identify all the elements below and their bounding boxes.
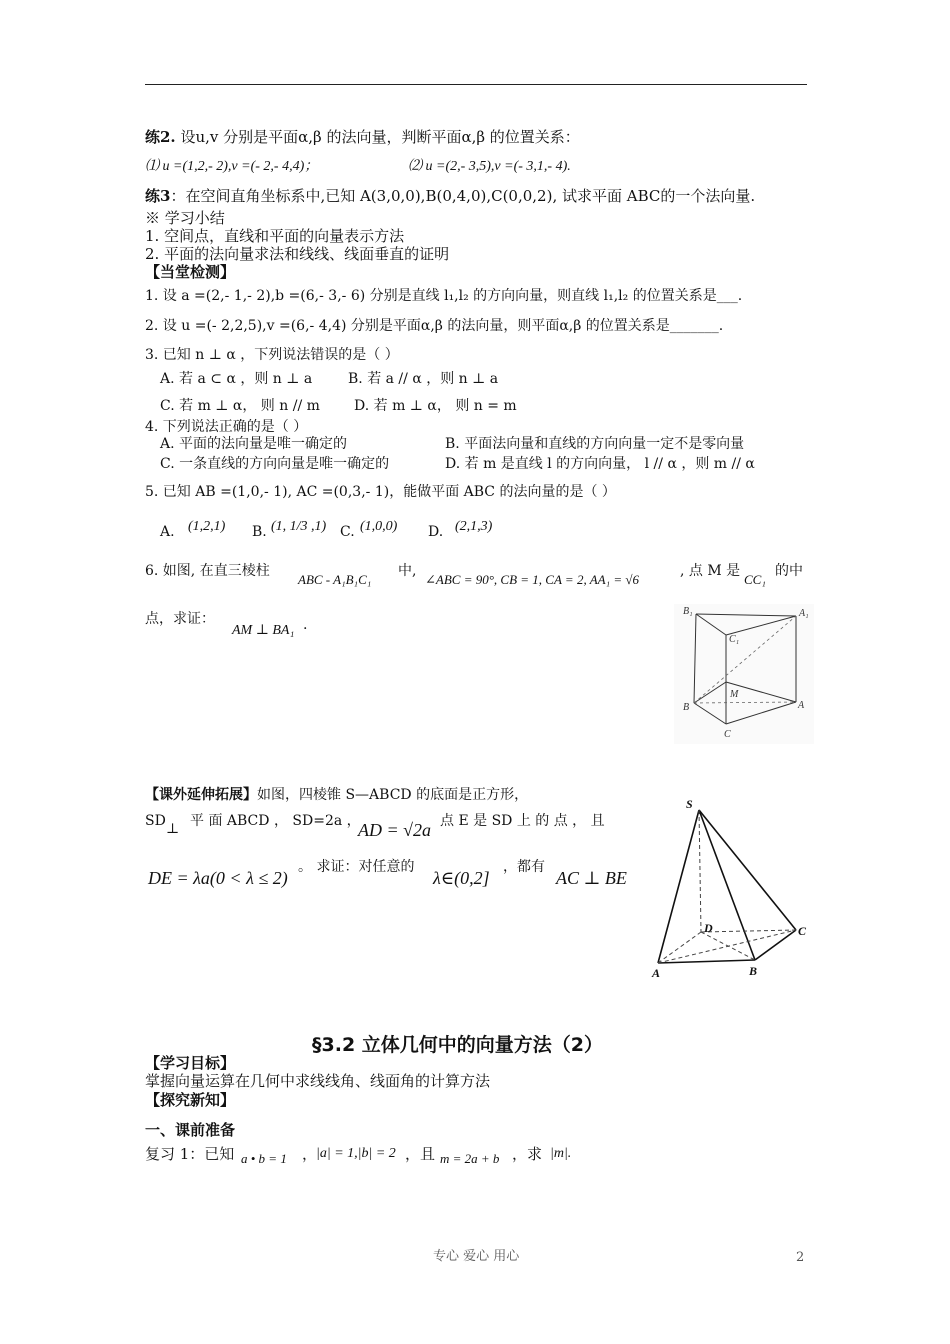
check-q2: 2. 设 u =(- 2,2,5),v =(6,- 4,4) 分别是平面α,β 的法向量，则平面α,β 的位置关系是_______.: [145, 318, 724, 334]
check-q5-option-b: (1, 1/3 ,1): [271, 519, 327, 534]
check-q4-option-d: D. 若 m 是直线 l 的方向向量， l // α ，则 m // α: [445, 456, 755, 472]
label-c: C: [724, 729, 731, 740]
label-b: B: [683, 702, 690, 713]
prep-title: 一、课前准备: [145, 1121, 236, 1139]
review-1-target: |m|.: [550, 1146, 572, 1161]
label-a1: A₁: [799, 608, 809, 619]
review-1-and: ，且: [405, 1145, 436, 1163]
label-m: M: [730, 689, 739, 700]
section-title: §3.2 立体几何中的向量方法（2）: [312, 1034, 603, 1056]
label-a: A: [798, 700, 805, 711]
edge-s-c: [699, 810, 796, 930]
check-q4: 4. 下列说法正确的是（ ）: [145, 419, 308, 435]
edge-s-a: [658, 810, 699, 963]
label-s: S: [686, 797, 693, 811]
extension-lambda-range: λ∈(0,2]: [433, 868, 490, 888]
check-q6-cc1: CC₁: [744, 572, 766, 587]
extension-text-1: 如图，四棱锥 S—ABCD 的底面是正方形，: [257, 787, 529, 803]
check-q5-option-b-label: B.: [252, 524, 267, 540]
hidden-edge-d-c: [701, 930, 796, 932]
label-c1: C₁: [729, 634, 740, 645]
check-q6-conditions: ∠ABC = 90°, CB = 1, CA = 2, AA₁ = √6: [425, 572, 640, 587]
review-1-prefix: 复习 1：已知: [145, 1145, 235, 1163]
exercise-2-text: 设u,v 分别是平面α,β 的法向量，判断平面α,β 的位置关系：: [180, 128, 580, 146]
extension-text-3: 点 E 是 SD 上 的 点 ， 且: [440, 813, 605, 829]
label-b: B: [749, 964, 758, 978]
label-b1: B₁: [683, 606, 693, 617]
header-rule: [145, 84, 807, 85]
summary-item-2: 2. 平面的法向量求法和线线、线面垂直的证明: [145, 245, 450, 263]
check-q4-option-c: C. 一条直线的方向向量是唯一确定的: [160, 456, 390, 472]
new-knowledge-title: 【探究新知】: [145, 1091, 236, 1109]
hidden-edge-s-d: [699, 810, 701, 932]
check-q5-option-d: (2,1,3): [455, 519, 493, 534]
check-q6-mid: 中,: [398, 563, 417, 579]
extension-ad-formula: AD = √2a: [358, 820, 432, 840]
check-q3-option-d: D. 若 m ⊥ α， 则 n = m: [354, 398, 517, 414]
review-1-m: m = 2a + b: [440, 1151, 500, 1166]
check-q4-option-b: B. 平面法向量和直线的方向向量一定不是零向量: [445, 436, 745, 452]
extension-line-1: [145, 786, 528, 804]
check-q5-option-a: (1,2,1): [188, 519, 226, 534]
extension-perp: ⊥: [166, 821, 180, 837]
label-a: A: [652, 966, 661, 980]
prism-figure: [674, 604, 814, 744]
exercise-2-part-2: ⑵ u =(2,- 3,5),v =(- 3,1,- 4).: [408, 159, 571, 174]
review-1-ask: ，求: [512, 1145, 543, 1163]
exercise-2: [145, 128, 580, 146]
exercise-3: [145, 187, 755, 205]
check-q5-option-c: (1,0,0): [360, 519, 398, 534]
extension-sd: SD: [145, 813, 166, 829]
review-1-comma: ，: [302, 1145, 318, 1163]
extension-goal: AC ⊥ BE: [556, 868, 627, 888]
check-q5-option-d-label: D.: [428, 524, 444, 540]
review-1-norms: |a| = 1,|b| = 2: [316, 1146, 396, 1161]
extension-de-formula: DE = λa(0 < λ ≤ 2): [148, 868, 288, 888]
check-q6-prism: ABC - A₁B₁C₁: [298, 572, 372, 587]
summary-item-1: 1. 空间点，直线和平面的向量表示方法: [145, 227, 405, 245]
exercise-2-part-1: ⑴ u =(1,2,- 2),v =(- 2,- 4,4)；: [145, 159, 319, 174]
edge-a-b: [658, 960, 755, 963]
check-q1: 1. 设 a =(2,- 1,- 2),b =(6,- 3,- 6) 分别是直线 l₁,l₂ 的方向向量，则直线 l₁,l₂ 的位置关系是___.: [145, 288, 743, 304]
check-q5: 5. 已知 AB =(1,0,- 1), AC =(0,3,- 1)，能做平面 ABC 的法向量的是（ ）: [145, 484, 616, 500]
check-q6-line2: 点，求证：: [145, 611, 215, 627]
check-q4-option-a: A. 平面的法向量是唯一确定的: [160, 436, 348, 452]
extension-text-2: 平 面 ABCD ， SD=2a ，: [190, 813, 361, 829]
page-number: 2: [796, 1250, 805, 1265]
pyramid-figure: [648, 792, 816, 984]
goal-title: 【学习目标】: [145, 1054, 236, 1072]
label-c: C: [798, 924, 807, 938]
label-d: D: [704, 921, 713, 935]
summary-title: ※ 学习小结: [145, 209, 225, 227]
extension-title: 【课外延伸拓展】: [145, 787, 257, 803]
check-q6-dot: .: [303, 617, 308, 633]
check-q6-point-m: , 点 M 是: [680, 563, 741, 579]
check-q6-end: 的中: [775, 563, 803, 579]
check-q6-goal: AM ⊥ BA₁: [232, 623, 295, 638]
edge-s-b: [699, 810, 755, 960]
check-q3-option-b: B. 若 a // α ，则 n ⊥ a: [348, 371, 499, 387]
check-q3: 3. 已知 n ⊥ α ，下列说法错误的是（ ）: [145, 347, 399, 363]
exercise-3-text: ：在空间直角坐标系中,已知 A(3,0,0),B(0,4,0),C(0,0,2), 试求平面 ABC的一个法向量.: [170, 187, 756, 205]
extension-text-4: 。 求证：对任意的: [298, 859, 415, 875]
check-q5-option-c-label: C.: [340, 524, 355, 540]
check-q6-intro: 6. 如图, 在直三棱柱: [145, 563, 270, 579]
exercise-2-label: 练2.: [145, 128, 176, 146]
review-1-dot: a • b = 1: [241, 1151, 287, 1166]
check-q3-option-a: A. 若 a ⊂ α ，则 n ⊥ a: [160, 371, 313, 387]
hidden-edge-a-c: [658, 930, 796, 963]
footer-text: 专心 爱心 用心: [433, 1249, 520, 1264]
extension-text-5: ，都有: [503, 859, 545, 875]
check-q3-option-c: C. 若 m ⊥ α， 则 n // m: [160, 398, 320, 414]
check-q5-option-a-label: A.: [160, 524, 175, 540]
check-title: 【当堂检测】: [145, 263, 236, 281]
goal-text: 掌握向量运算在几何中求线线角、线面角的计算方法: [145, 1072, 491, 1090]
exercise-3-label: 练3: [145, 187, 171, 205]
